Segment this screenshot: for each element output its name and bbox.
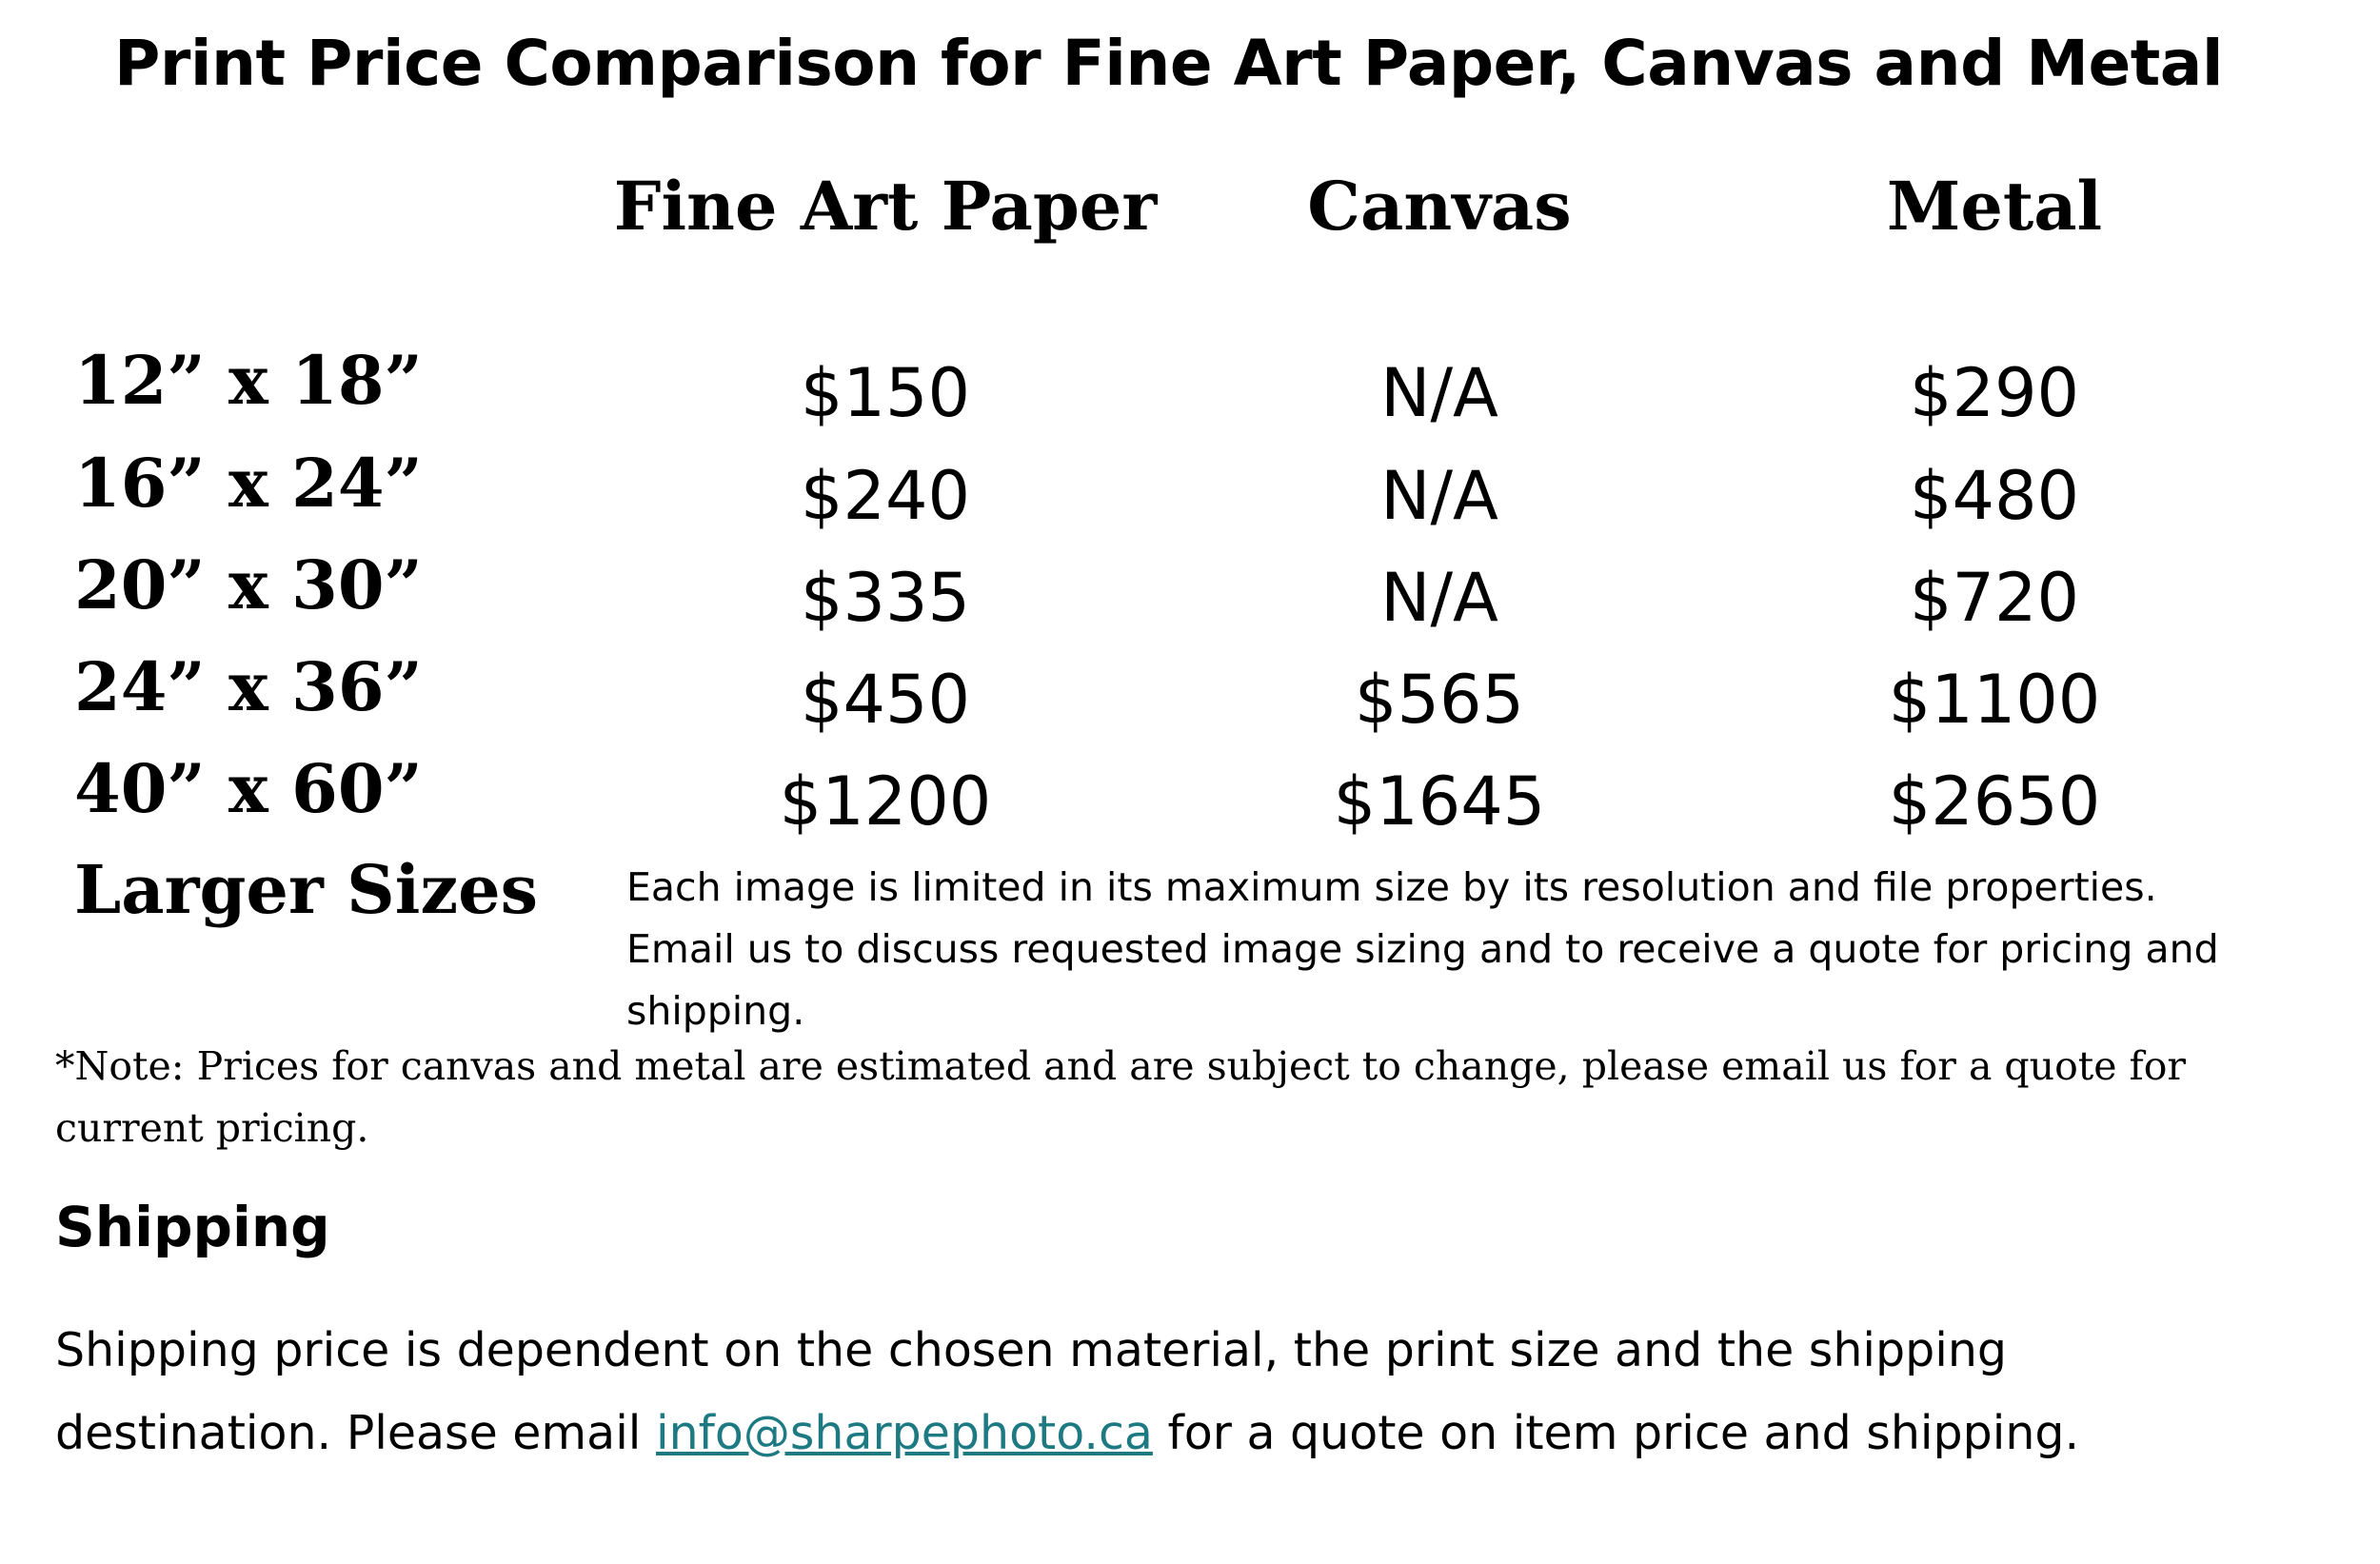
price-cell: N/A — [1380, 559, 1498, 637]
price-cell: $480 — [1909, 457, 2080, 535]
price-cell: $335 — [800, 559, 971, 637]
column-header-canvas: Canvas — [1307, 167, 1572, 246]
price-cell: $450 — [800, 661, 971, 739]
size-label-larger-sizes: Larger Sizes — [74, 850, 539, 929]
size-label-12x18: 12” x 18” — [74, 341, 423, 420]
price-cell: $1200 — [779, 762, 992, 841]
price-cell: $720 — [1909, 559, 2080, 637]
email-link[interactable]: info@sharpephoto.ca — [656, 1406, 1153, 1460]
size-label-40x60: 40” x 60” — [74, 749, 423, 828]
shipping-heading: Shipping — [55, 1195, 330, 1259]
pricing-note: *Note: Prices for canvas and metal are estimated and are subject to change, please email us for a quote for current pricing. — [55, 1043, 2186, 1151]
price-cell: N/A — [1380, 354, 1498, 432]
shipping-text-after: for a quote on item price and shipping. — [1152, 1406, 2080, 1460]
shipping-text-before: Shipping price is dependent on the chosen material, the print size and the shipping destination. Please email — [55, 1323, 2007, 1460]
price-cell: $150 — [800, 354, 971, 432]
price-cell: $565 — [1354, 661, 1525, 739]
price-cell: $240 — [800, 457, 971, 535]
price-cell: $1100 — [1888, 661, 2101, 739]
column-header-metal: Metal — [1886, 167, 2103, 246]
column-header-fine-art-paper: Fine Art Paper — [613, 167, 1158, 246]
larger-sizes-description: Each image is limited in its maximum size by its resolution and file properties. Email us to discuss requested image sizing and to receive a quote for pricing and shipping. — [626, 864, 2219, 1034]
price-cell: $290 — [1909, 354, 2080, 432]
price-cell: $1645 — [1333, 762, 1546, 841]
price-cell: N/A — [1380, 457, 1498, 535]
price-cell: $2650 — [1888, 762, 2101, 841]
size-label-20x30: 20” x 30” — [74, 545, 423, 624]
size-label-24x36: 24” x 36” — [74, 647, 423, 726]
page-title: Print Price Comparison for Fine Art Paper, Canvas and Metal — [114, 27, 2223, 100]
shipping-paragraph — [55, 1309, 2245, 1475]
size-label-16x24: 16” x 24” — [74, 444, 423, 523]
